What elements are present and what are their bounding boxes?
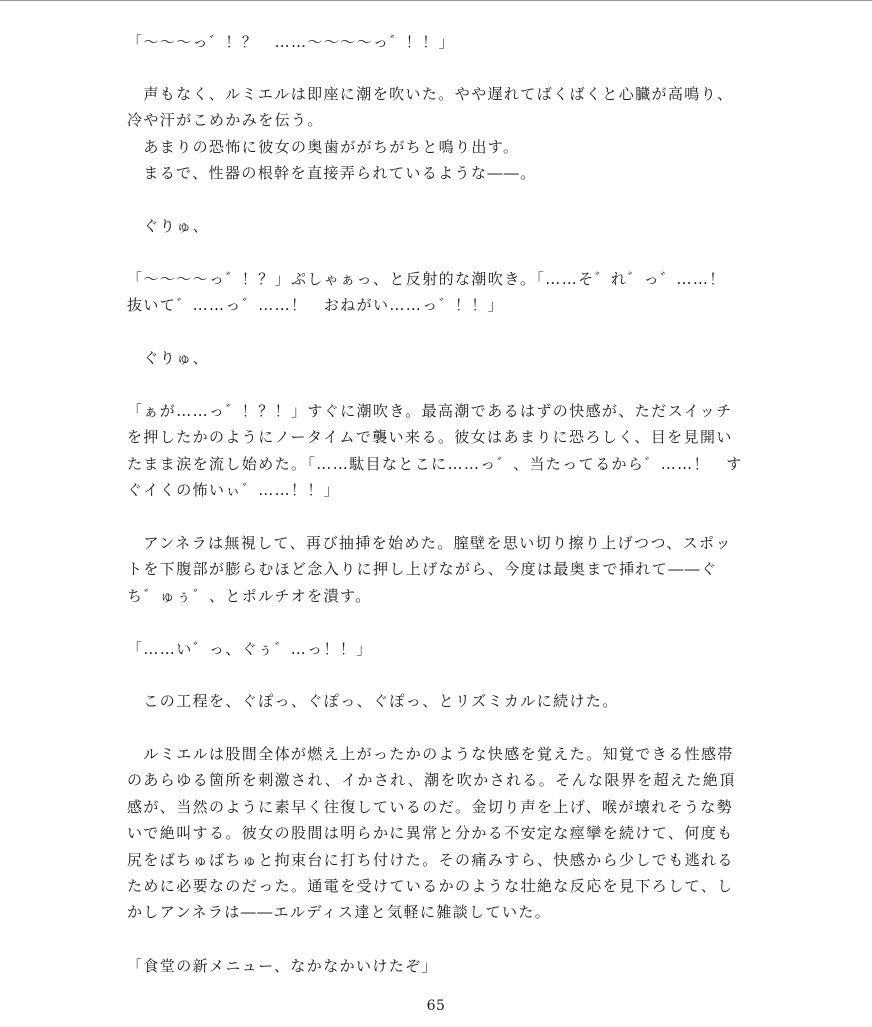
top-border [0, 0, 872, 1]
sound-effect-line: ぐりゅ、 [127, 217, 210, 235]
dialogue-paragraph: 「ぁが……っ゛！？！」すぐに潮吹き。最高潮であるはずの快感が、ただスイッチを押したかのようにノータイムで襲い来る。彼女はあまりに恐ろしく、目を見開いたまま涙を流し始めた。「……駄目なとこに……っ゛、当たってるから゛……！ すぐイくの怖いぃ゛……！！」 [127, 402, 743, 500]
dialogue-paragraph: 「……い゛っ、ぐぅ゛…っ！！」 [127, 640, 373, 658]
dialogue-paragraph: 「〜〜〜〜っ゛！？」ぷしゃぁっ、と反射的な潮吹き。「……そ゛れ゛っ゛……！ 抜いて゛……っ゛……！ おねがい……っ゛！！」 [127, 270, 743, 315]
page-number: 65 [426, 998, 446, 1014]
narration-paragraph: この工程を、ぐぽっ、ぐぽっ、ぐぽっ、とリズミカルに続けた。 [127, 692, 619, 710]
narration-paragraph: 声もなく、ルミエルは即座に潮を吹いた。やや遅れてばくばくと心臓が高鳴り、冷や汗がこめかみを伝う。 [127, 85, 734, 130]
dialogue-paragraph: 「〜〜〜っ゛！？ ……〜〜〜〜っ゛！！」 [127, 33, 456, 51]
narration-paragraph: アンネラは無視して、再び抽挿を始めた。膣壁を思い切り擦り上げつつ、スポットを下腹部が膨らむほど念入りに押し上げながら、今度は最奥まで挿れて――ぐち゛ゅぅ゛、とポルチオを潰す。 [127, 534, 732, 605]
narration-paragraph: あまりの恐怖に彼女の奥歯ががちがちと鳴り出す。 [127, 138, 520, 156]
dialogue-paragraph: 「食堂の新メニュー、なかなかいけたぞ」 [127, 957, 439, 975]
narration-paragraph: ルミエルは股間全体が燃え上がったかのような快感を覚えた。知覚できる性感帯のあらゆる箇所を刺激され、イかされ、潮を吹かされる。そんな限界を超えた絶頂感が、当然のように素早く往復しているのだ。金切り声を上げ、喉が壊れそうな勢いで絶叫する。彼女の股間は明らかに異常と分かる不安定な痙攣を続けて、何度も尻をばちゅばちゅと拘束台に打ち付けた。その痛みすら、快感から少しでも逃れるために必要なのだった。通電を受けているかのような壮絶な反応を見下ろして、しかしアンネラは――エルディス達と気軽に雑談していた。 [127, 745, 736, 922]
narration-paragraph: まるで、性器の根幹を直接弄られているような――。 [127, 164, 537, 182]
sound-effect-line: ぐりゅ、 [127, 349, 210, 367]
